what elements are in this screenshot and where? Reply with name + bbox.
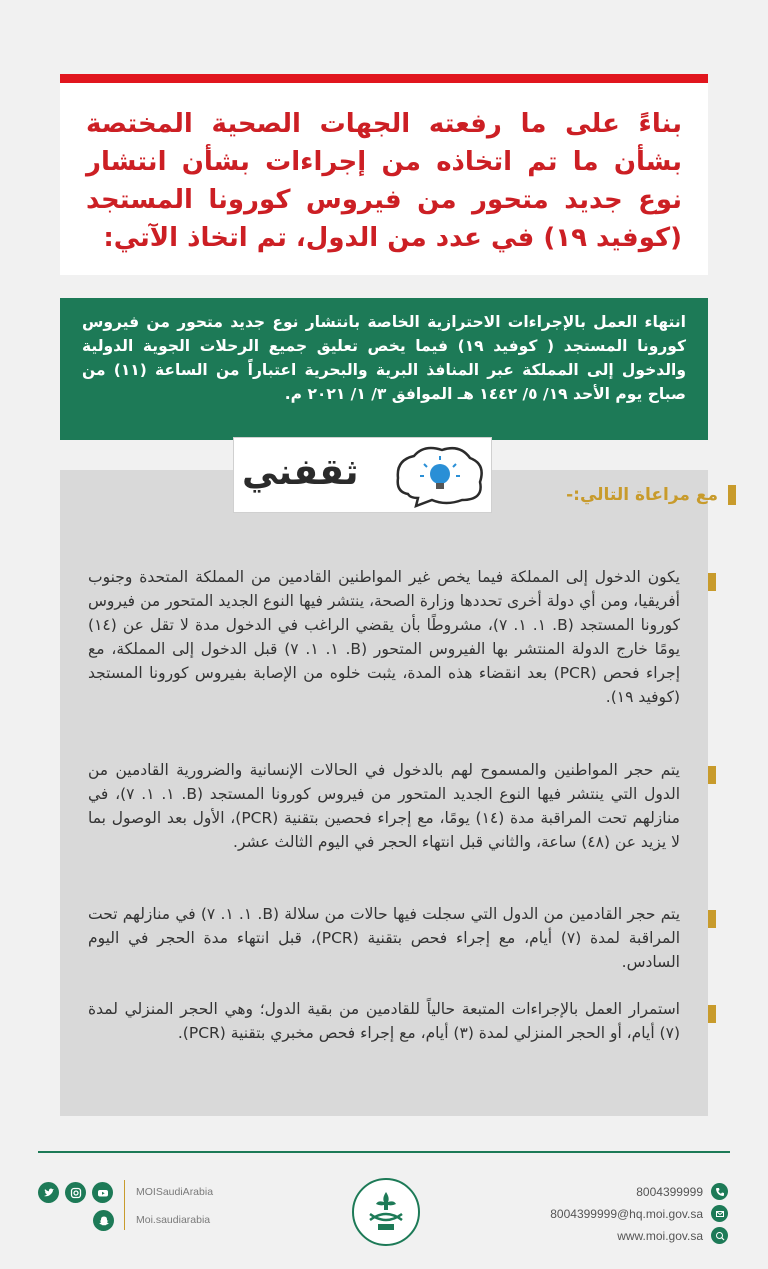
contact-email[interactable] bbox=[550, 1205, 728, 1222]
announcement-box bbox=[60, 298, 708, 440]
condition-item-4: استمرار العمل بالإجراءات المتبعة حالياً للقادمين من بقية الدول؛ وهي الحجر المنزلي لمدة (٧) أيام، أو الحجر المنزلي لمدة (٣) أيام، مع إجراء فحص مخبري بتقنية (PCR). bbox=[88, 1000, 680, 1042]
contact-website[interactable] bbox=[617, 1227, 728, 1244]
social-divider bbox=[124, 1180, 125, 1230]
website-text: www.moi.gov.sa bbox=[617, 1228, 703, 1243]
condition-item-3: يتم حجر القادمين من الدول التي سجلت فيها حالات من سلالة (B. ١. ١. ٧) في منازلهم تحت المراقبة لمدة (٧) أيام، مع إجراء فحص بتقنية (PCR)، قبل انتهاء مدة الحجر في اليوم السادس. bbox=[88, 905, 681, 971]
email-icon bbox=[711, 1205, 728, 1222]
social-icons bbox=[38, 1182, 113, 1203]
youtube-icon[interactable] bbox=[92, 1182, 113, 1203]
header-title: بناءً على ما رفعته الجهات الصحية المختصة بشأن ما تم اتخاذه من إجراءات بشأن انتشار نوع جديد متحور من فيروس كورونا المستجد (كوفيد ١٩) في عدد من الدول، تم اتخاذ الآتي: bbox=[86, 109, 682, 253]
snapchat-icon[interactable] bbox=[93, 1210, 114, 1231]
item-bullet bbox=[708, 910, 716, 928]
twitter-icon[interactable] bbox=[38, 1182, 59, 1203]
instagram-icon[interactable] bbox=[65, 1182, 86, 1203]
top-red-bar bbox=[60, 74, 708, 83]
item-bullet bbox=[708, 1005, 716, 1023]
email-text: 8004399999@hq.moi.gov.sa bbox=[550, 1206, 703, 1221]
header-box bbox=[60, 83, 708, 275]
watermark-logo bbox=[233, 437, 492, 513]
condition-item-1: يكون الدخول إلى المملكة فيما يخص غير المواطنين القادمين من المملكة المتحدة وجنوب أفريقيا، ومن أي دولة أخرى تحددها وزارة الصحة، ينتشر فيها النوع الجديد المتحور من فيروس كورونا المستجد (B. ١. ١. ٧)، مشروطًا بأن يقضي الراغب في الدخول مدة لا تقل عن (١٤) يومًا خارج الدولة المنتشر بها الفيروس المتحور (B. ١. ١. ٧) قبل الدخول إلى المملكة، مع إجراء فحص (PCR) بعد انقضاء هذه المدة، يثبت خلوه من الإصابة بفيروس كورونا المستجد (كوفيد ١٩). bbox=[88, 568, 681, 706]
ministry-emblem bbox=[352, 1178, 420, 1246]
announcement-text: انتهاء العمل بالإجراءات الاحترازية الخاصة بانتشار نوع جديد متحور من فيروس كورونا المستجد ( كوفيد ١٩) فيما يخص تعليق جميع الرحلات الجوية الدولية والدخول إلى المملكة عبر المنافذ البرية والبحرية اعتباراً من الساعة (١١) من صباح يوم الأحد ١٩/ ٥/ ١٤٤٢ هـ الموافق ٣/ ١/ ٢٠٢١ م. bbox=[82, 313, 686, 403]
item-bullet bbox=[708, 573, 716, 591]
social-handle[interactable]: MOISaudiArabia bbox=[136, 1186, 214, 1198]
section-heading bbox=[566, 485, 736, 505]
condition-item-2: يتم حجر المواطنين والمسموح لهم بالدخول في الحالات الإنسانية والضرورية القادمين من الدول التي ينتشر فيها النوع الجديد المتحور من فيروس كورونا المستجد (B. ١. ١. ٧)، في منازلهم تحت المراقبة مدة (١٤) يومًا، مع إجراء فحصين بتقنية (PCR)، الأول بعد الوصول بما لا يزيد عن (٤٨) ساعة، والثاني قبل انتهاء الحجر في اليوم الثالث عشر. bbox=[88, 761, 681, 851]
item-bullet bbox=[708, 766, 716, 784]
snapchat-handle[interactable]: Moi.saudiarabia bbox=[136, 1214, 211, 1226]
section-heading-text: مع مراعاة التالي:- bbox=[566, 485, 718, 505]
contact-phone[interactable] bbox=[636, 1183, 728, 1200]
lightbulb-cloud-icon bbox=[394, 442, 486, 512]
watermark-text: ثقفني bbox=[242, 452, 359, 493]
footer-divider bbox=[38, 1151, 730, 1153]
phone-icon bbox=[711, 1183, 728, 1200]
heading-marker bbox=[728, 485, 736, 505]
phone-text: 8004399999 bbox=[636, 1184, 703, 1199]
globe-search-icon bbox=[711, 1227, 728, 1244]
